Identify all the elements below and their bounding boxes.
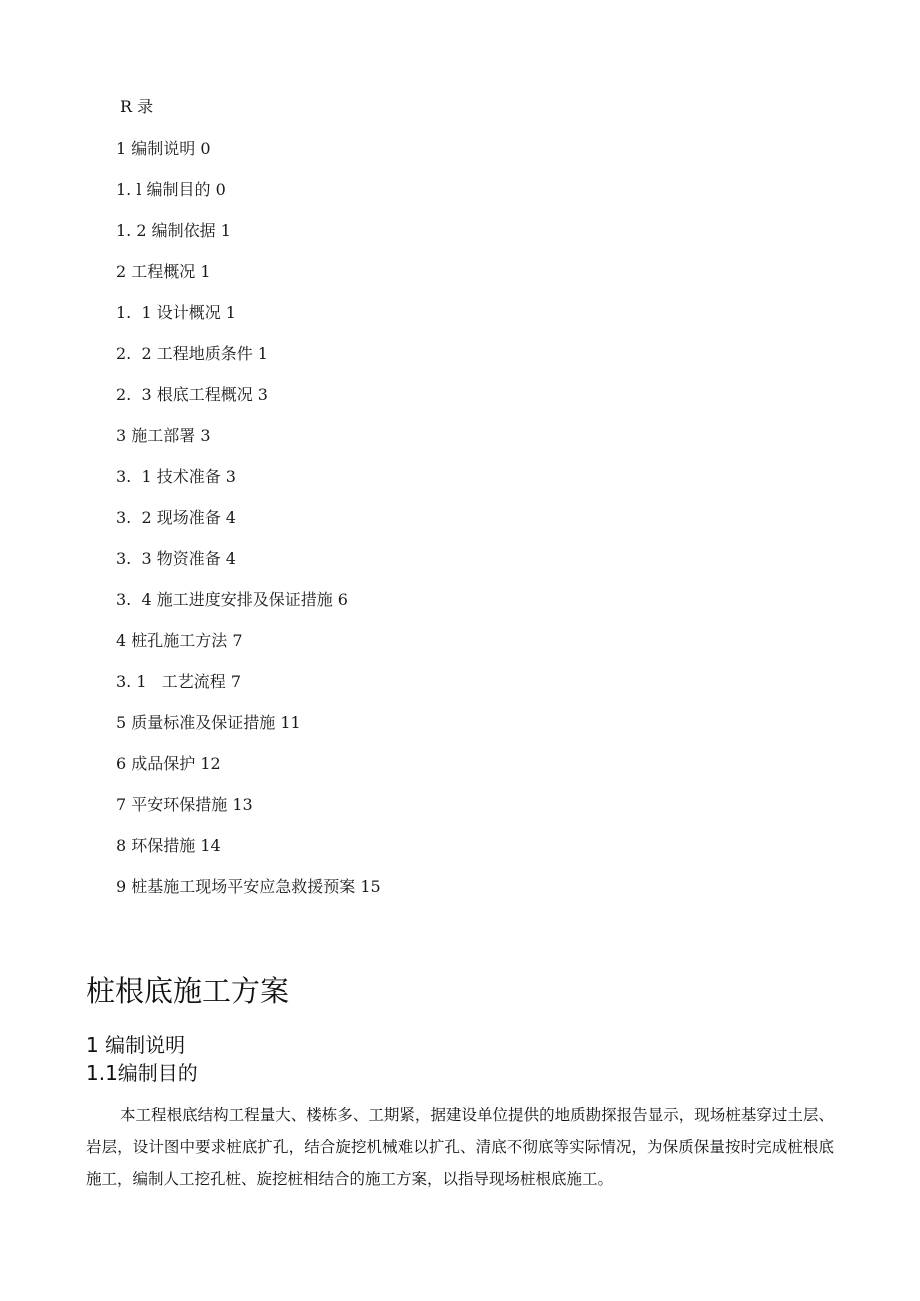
toc-item[interactable]: 6 成品保护 12: [116, 754, 221, 773]
toc-item[interactable]: 9 桩基施工现场平安应急救援预案 15: [116, 877, 381, 896]
toc-item[interactable]: 7 平安环保措施 13: [116, 795, 253, 814]
toc-item[interactable]: 3. 4 施工进度安排及保证措施 6: [116, 590, 348, 609]
toc-item[interactable]: 8 环保措施 14: [116, 836, 221, 855]
toc-item[interactable]: 1. 1 设计概况 1: [116, 303, 236, 322]
toc-item[interactable]: 1. 2 编制依据 1: [116, 221, 231, 240]
body-paragraph: 本工程根底结构工程量大、楼栋多、工期紧，据建设单位提供的地质勘探报告显示，现场桩基穿过土层、岩层，设计图中要求桩底扩孔，结合旋挖机械难以扩孔、清底不彻底等实际情况，为保质保量按时完成桩根底施工，编制人工挖孔桩、旋挖桩相结合的施工方案，以指导现场桩根底施工。: [86, 1106, 834, 1188]
toc-item[interactable]: 3. 3 物资准备 4: [116, 549, 236, 568]
toc-item[interactable]: 3. 2 现场准备 4: [116, 508, 236, 527]
toc-item[interactable]: 3 施工部署 3: [116, 426, 211, 445]
toc-item[interactable]: 2. 3 根底工程概况 3: [116, 385, 268, 404]
toc-item[interactable]: 2. 2 工程地质条件 1: [116, 344, 268, 363]
toc-item[interactable]: 2 工程概况 1: [116, 262, 211, 281]
document-title: 桩根底施工方案: [86, 974, 290, 1008]
subsection-heading: 1.1编制目的: [86, 1061, 198, 1085]
toc-item[interactable]: 3. 1 工艺流程 7: [116, 672, 242, 691]
toc-item[interactable]: 1. l 编制目的 0: [116, 180, 226, 199]
toc-title: R 录: [120, 97, 154, 116]
toc-item[interactable]: 5 质量标准及保证措施 11: [116, 713, 301, 732]
toc-item[interactable]: 4 桩孔施工方法 7: [116, 631, 243, 650]
toc-item[interactable]: 1 编制说明 0: [116, 139, 211, 158]
section-heading: 1 编制说明: [86, 1033, 186, 1057]
toc-item[interactable]: 3. 1 技术准备 3: [116, 467, 236, 486]
